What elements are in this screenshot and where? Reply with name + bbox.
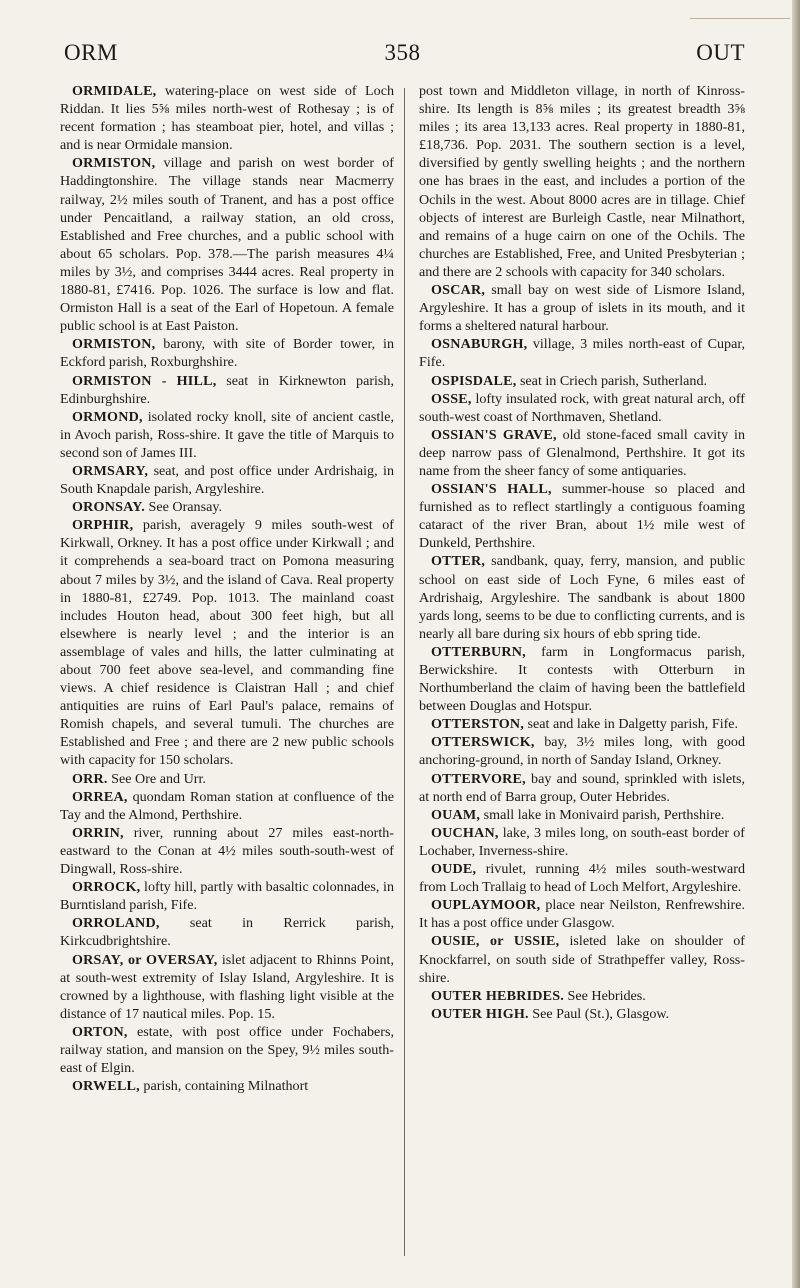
entry-text: islet adjacent to Rhinns Point, at south-west extremity of Islay Island, Argyleshire. It is crowned by a lighthouse, with flashing light visible at the distance of 17 nautical miles. Pop. 15. [60,951,394,1022]
gazetteer-entry [419,390,745,426]
right-column [419,82,745,1023]
gazetteer-entry [60,372,394,408]
header-last-entry: OUT [696,40,745,65]
entry-headword: OSSIAN'S HALL, [431,481,552,498]
left-column [60,82,394,1095]
entry-headword: ORMISTON, [72,336,156,353]
entry-text: village and parish on west border of Haddingtonshire. The village stands near Macmerry railway, 2½ miles south of Tranent, and has a post office under Pencaitland, a railway station, an old cross, Established and Free churches, and a public school with about 65 scholars. Pop. 378.—The parish measures 4¼ miles by 3½, and comprises 3444 acres. Real property in 1880-81, £7416. Pop. 1026. The surface is low and flat. Ormiston Hall is a seat of the Earl of Hopetoun. A female public school is at East Paiston. [60,155,394,335]
entry-text: See Ore and Urr. [107,770,206,787]
entry-headword: ORONSAY. [72,499,146,516]
gazetteer-entry [60,951,394,1023]
entry-headword: ORSAY, or OVERSAY, [72,951,218,968]
gazetteer-entry [60,498,394,516]
entry-text: seat, and post office under Ardrishaig, in South Knapdale parish, Argyleshire. [60,462,394,498]
entry-text: small lake in Monivaird parish, Perthshire. [480,806,725,823]
gazetteer-entry [419,643,745,715]
entry-headword: ORMISTON - HILL, [72,372,217,389]
entry-headword: ORREA, [72,788,128,805]
entry-text: estate, with post office under Fochabers, railway station, and mansion on the Spey, 9½ miles south-east of Elgin. [60,1023,394,1077]
running-header [60,40,745,76]
gazetteer-entry [419,552,745,642]
entry-text: isleted lake on shoulder of Knockfarrel, on south side of Strathpeffer valley, Ross-shire. [419,933,745,986]
entry-headword: OUAM, [431,806,481,823]
entry-headword: OUSIE, or USSIE, [431,933,560,950]
entry-headword: OSCAR, [431,282,486,299]
gazetteer-entry [60,1023,394,1077]
entry-headword: ORROCK, [72,879,141,896]
entry-headword: OSPISDALE, [431,372,517,389]
entry-headword: OUDE, [431,861,477,878]
entry-text: sandbank, quay, ferry, mansion, and public school on east side of Loch Fyne, 6 miles east of Ardrishaig, Argyleshire. The sandbank is about 1800 yards long, seems to be due to conflicting currents, and is nearly all bare during six hours of ebb spring tide. [419,553,745,642]
gazetteer-entry [419,896,745,932]
column-divider [404,88,405,1256]
entry-headword: ORWELL, [72,1078,140,1095]
entry-headword: OUTER HIGH. [431,1005,529,1022]
page-number: 358 [384,40,421,65]
entry-text: river, running about 27 miles east-north-eastward to the Conan at 4½ miles south-south-west of Dingwall, Ross-shire. [60,824,394,878]
entry-text: See Paul (St.), Glasgow. [528,1005,670,1022]
entry-text: seat in Rerrick parish, Kirkcudbrightshire. [60,915,394,950]
entry-text: small bay on west side of Lismore Island, Argyleshire. It has a group of islets in its mouth, and it forms a sheltered natural harbour. [419,282,745,335]
gazetteer-entry [60,154,394,335]
gazetteer-entry [419,426,745,480]
entry-text: lake, 3 miles long, on south-east border of Lochaber, Inverness-shire. [419,824,745,859]
gazetteer-entry [419,335,745,371]
entry-text: lofty hill, partly with basaltic colonnades, in Burntisland parish, Fife. [60,879,394,914]
gazetteer-entry [419,932,745,986]
entry-headword: ORMSARY, [72,462,149,479]
gazetteer-entry [60,82,394,154]
gazetteer-entry [419,281,745,335]
gazetteer-entry [419,860,745,896]
gazetteer-entry [60,788,394,824]
gazetteer-entry [60,914,394,950]
entry-headword: OUCHAN, [431,824,499,841]
entry-text: quondam Roman station at confluence of the Tay and the Almond, Perthshire. [60,788,394,823]
gazetteer-entry [60,824,394,878]
entry-text: lofty insulated rock, with great natural arch, off south-west coast of Northmaven, Shetland. [419,390,745,425]
entry-headword: ORPHIR, [72,517,134,534]
entry-text: seat in Kirknewton parish, Edinburghshire. [60,372,394,407]
gazetteer-entry [60,878,394,914]
entry-headword: OTTERSWICK, [431,734,535,751]
entry-text: rivulet, running 4½ miles south-westward from Loch Trallaig to head of Loch Melfort, Argyleshire. [419,861,745,896]
book-page-edge [792,0,800,1288]
gazetteer-entry [419,372,745,390]
entry-headword: ORR. [72,770,108,787]
entry-text: bay, 3½ miles long, with good anchoring-ground, in north of Sanday Island, Orkney. [419,734,745,769]
gazetteer-entry [419,806,745,824]
gazetteer-entry [60,770,394,788]
gazetteer-entry [419,82,745,281]
entry-text: seat in Criech parish, Sutherland. [516,372,708,389]
gazetteer-entry [419,987,745,1005]
gazetteer-entry [419,1005,745,1023]
entry-text: seat and lake in Dalgetty parish, Fife. [524,716,739,733]
entry-headword: OSSIAN'S GRAVE, [431,426,557,443]
entry-headword: ORROLAND, [72,915,160,932]
entry-headword: ORMIDALE, [72,83,157,99]
entry-text: See Oransay. [145,499,222,516]
entry-text: parish, containing Milnathort [139,1078,309,1095]
entry-text: See Hebrides. [564,987,646,1004]
gazetteer-entry [60,408,394,462]
entry-text: old stone-faced small cavity in deep narrow pass of Glenalmond, Perthshire. It got its name from the sheer fancy of some antiquaries. [419,426,745,479]
entry-headword: OTTERVORE, [431,770,526,787]
entry-headword: OTTER, [431,553,486,570]
gazetteer-entry [419,715,745,733]
entry-text: place near Neilston, Renfrewshire. It has a post office under Glasgow. [419,897,745,932]
entry-headword: OUPLAYMOOR, [431,897,541,914]
entry-text: parish, averagely 9 miles south-west of Kirkwall, Orkney. It has a post office under Kirkwall ; and it comprehends a sea-board tract on Pomona measuring about 7 miles by 3½, and the island of Cava. Real property in 1880-81, £2749. Pop. 1013. The mainland coast includes Houton head, about 300 feet high, but all elsewhere is nearly level ; and the interior is an assemblage of vales and hills, the latter culminating at about 700 feet above sea-level, and commanding fine views. A chief residence is Claistran Hall ; and chief antiquities are ruins of Earl Paul's palace, remains of Romish chapels, and several tumuli. The churches are Established and Free ; and there are 2 new public schools with capacity for 150 scholars. [60,517,394,769]
gazetteer-entry [60,516,394,769]
gazetteer-entry [419,733,745,769]
gazetteer-entry [419,480,745,552]
entry-headword: ORMISTON, [72,155,156,172]
entry-headword: ORTON, [72,1023,128,1040]
entry-text: watering-place on west side of Loch Riddan. It lies 5⅝ miles north-west of Rothesay ; is of recent formation ; has steamboat pier, hotel, and villas ; and is near Ormidale mansion. [60,83,394,154]
entry-headword: ORMOND, [72,408,143,425]
entry-headword: OTTERBURN, [431,643,526,660]
gazetteer-entry [419,770,745,806]
entry-headword: OUTER HEBRIDES. [431,987,565,1004]
entry-headword: OSNABURGH, [431,336,528,353]
entry-text: barony, with site of Border tower, in Eckford parish, Roxburghshire. [60,336,394,371]
entry-text: farm in Longformacus parish, Berwickshire. It contests with Otterburn in Northumberland the claim of having been the battlefield between Douglas and Hotspur. [419,643,745,715]
gazetteer-entry [60,462,394,498]
gazetteer-entry [60,335,394,371]
entry-text: bay and sound, sprinkled with islets, at north end of Barra group, Outer Hebrides. [419,770,745,805]
header-first-entry: ORM [64,40,118,65]
page-edge-line [690,18,790,19]
entry-headword: OSSE, [431,390,472,407]
entry-text: post town and Middleton village, in north of Kinross-shire. Its length is 8⅝ miles ; its greatest breadth 3⅝ miles ; its area 13,133 acres. Real property in 1880-81, £18,736. Pop. 2031. The southern section is a level, diversified by gently swelling heights ; and the northern one has braes in the east, and includes a portion of the Ochils in the west. About 8000 acres are in tillage. Chief objects of interest are Burleigh Castle, near Milnathort, and remains of a huge cairn on one of the Ochils. The churches are Established, Free, and United Presbyterian ; and there are 2 schools with capacity for 340 scholars. [419,83,745,280]
entry-text: isolated rocky knoll, site of ancient castle, in Avoch parish, Ross-shire. It gave the title of Marquis to second son of James III. [60,408,394,461]
entry-text: summer-house so placed and furnished as to reflect startlingly a contiguous foaming cataract of the river Bran, about 1½ mile west of Dunkeld, Perthshire. [419,481,745,552]
entry-text: village, 3 miles north-east of Cupar, Fife. [419,336,745,371]
entry-headword: OTTERSTON, [431,716,524,733]
entry-headword: ORRIN, [72,824,124,841]
gazetteer-entry [60,1077,394,1095]
gazetteer-entry [419,824,745,860]
